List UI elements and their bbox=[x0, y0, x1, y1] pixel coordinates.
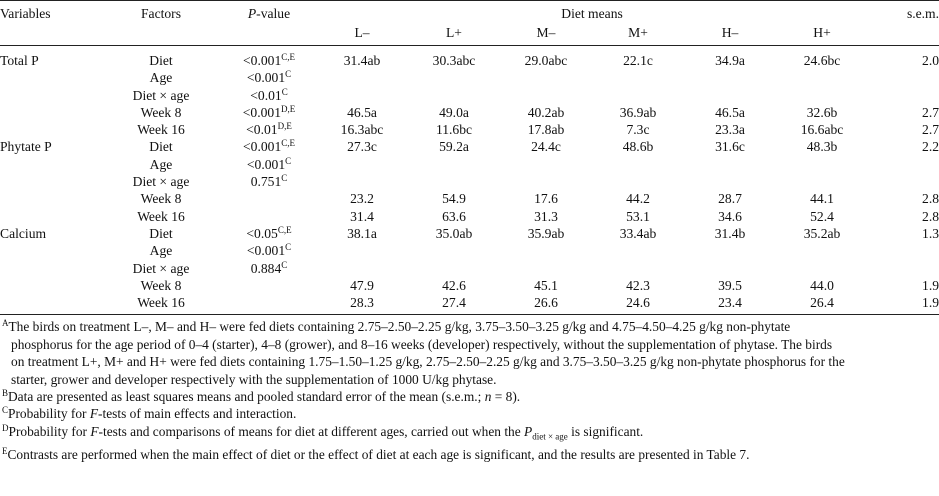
p-value-footnote-mark: C bbox=[285, 242, 292, 253]
header-diet-l-minus: L– bbox=[316, 23, 408, 46]
p-value-cell bbox=[222, 104, 316, 121]
factor-cell: Diet × age bbox=[132, 260, 190, 276]
diet-mean-cell bbox=[776, 156, 868, 173]
diet-mean-cell bbox=[776, 242, 868, 259]
factor-cell: Diet bbox=[149, 139, 173, 155]
diet-mean-cell bbox=[684, 87, 776, 104]
factor-cell: Week 16 bbox=[137, 208, 185, 224]
variable-cell bbox=[0, 294, 100, 315]
diet-mean-cell: 48.3b bbox=[806, 139, 838, 155]
variable-cell bbox=[0, 69, 100, 86]
diet-mean-cell: 47.9 bbox=[350, 277, 374, 293]
diet-mean-cell bbox=[316, 87, 408, 104]
p-value-text: <0.05 bbox=[246, 225, 278, 241]
diet-mean-cell bbox=[316, 69, 408, 86]
diet-mean-cell bbox=[500, 260, 592, 277]
sem-cell: 1.9 bbox=[868, 294, 939, 315]
factor-cell: Age bbox=[149, 70, 173, 86]
p-value-footnote-mark: C,E bbox=[281, 138, 296, 149]
table-row bbox=[0, 69, 939, 86]
factor-cell: Week 16 bbox=[137, 122, 185, 138]
diet-mean-cell bbox=[592, 156, 684, 173]
diet-mean-cell: 52.4 bbox=[810, 208, 834, 224]
p-value-footnote-mark: C bbox=[285, 69, 292, 80]
factor-cell: Week 8 bbox=[140, 277, 182, 293]
sem-cell bbox=[868, 156, 939, 173]
diet-mean-cell bbox=[500, 69, 592, 86]
diet-mean-cell bbox=[592, 69, 684, 86]
p-value-text: <0.001 bbox=[242, 139, 282, 155]
footnote-a: $^A$The birds on treatment L–, M– and H– were fed diets containing 2.75–2.50–2.25 g/kg, 3.75–3.50–3.25 g/kg and 4.75–4.50–4.25 g/kg non-phytate phosphorus for the age period of 0–4 (starter), 4–8 (grower), and 8–16 weeks (developer) respectively, without the supplementation of phytase. The birds on treatment L+, M+ and H+ were fed diets containing 1.75–1.50–1.25 g/kg, 2.75–2.50–2.25 g/kg and 3.75–3.50–3.25 g/kg non-phytate phosphorus for the starter, grower and developer respectively with the supplementation of 1000 U/kg phytase. bbox=[2, 318, 845, 387]
sem-cell bbox=[868, 69, 939, 86]
sem-cell: 2.8 bbox=[922, 208, 939, 224]
diet-mean-cell: 54.9 bbox=[442, 191, 466, 207]
diet-mean-cell bbox=[408, 242, 500, 259]
diet-mean-cell bbox=[684, 260, 776, 277]
header-diet-means: Diet means bbox=[316, 1, 868, 24]
diet-mean-cell: 31.4 bbox=[350, 208, 374, 224]
diet-mean-cell bbox=[500, 87, 592, 104]
diet-mean-cell bbox=[408, 260, 500, 277]
diet-mean-cell: 30.3abc bbox=[432, 53, 476, 68]
diet-mean-cell bbox=[500, 242, 592, 259]
p-value-footnote-mark: D,E bbox=[277, 121, 292, 132]
diet-mean-cell: 53.1 bbox=[626, 208, 650, 224]
variable-cell: Total P bbox=[0, 53, 39, 68]
diet-mean-cell bbox=[408, 173, 500, 190]
diet-mean-cell: 39.5 bbox=[718, 277, 742, 293]
diet-mean-cell: 17.8ab bbox=[527, 122, 565, 138]
p-value-cell bbox=[222, 69, 316, 86]
variable-cell bbox=[0, 121, 100, 138]
p-value-cell bbox=[222, 190, 316, 207]
header-diet-h-plus: H+ bbox=[776, 23, 868, 46]
diet-mean-cell: 24.4c bbox=[531, 139, 561, 155]
header-variables: Variables bbox=[0, 1, 100, 24]
sem-cell bbox=[868, 173, 939, 190]
factor-cell: Week 16 bbox=[100, 294, 222, 315]
diet-mean-cell: 24.6 bbox=[592, 294, 684, 315]
diet-mean-cell: 44.0 bbox=[810, 277, 834, 293]
variable-cell bbox=[0, 242, 100, 259]
table-row bbox=[0, 242, 939, 259]
diet-mean-cell: 45.1 bbox=[534, 277, 558, 293]
p-value-cell bbox=[222, 87, 316, 104]
table-row bbox=[0, 138, 939, 155]
diet-mean-cell: 48.6b bbox=[622, 139, 654, 155]
table-row bbox=[0, 173, 939, 190]
diet-mean-cell bbox=[408, 87, 500, 104]
diet-mean-cell bbox=[592, 242, 684, 259]
diet-mean-cell: 11.6bc bbox=[435, 122, 473, 138]
p-value-cell bbox=[222, 121, 316, 138]
diet-mean-cell: 35.2ab bbox=[803, 225, 841, 241]
p-value-footnote-mark: D,E bbox=[281, 103, 296, 114]
p-value-cell bbox=[222, 225, 316, 242]
factor-cell: Week 8 bbox=[140, 104, 182, 120]
table-row bbox=[0, 104, 939, 121]
sem-cell: 2.7 bbox=[922, 122, 939, 138]
diet-mean-cell bbox=[500, 156, 592, 173]
sem-cell: 2.0 bbox=[922, 53, 939, 68]
diet-mean-cell: 26.6 bbox=[500, 294, 592, 315]
p-value-text: <0.001 bbox=[246, 70, 286, 86]
p-value-cell bbox=[222, 156, 316, 173]
p-value-footnote-mark: C bbox=[285, 155, 292, 166]
diet-mean-cell bbox=[776, 69, 868, 86]
p-value-text: <0.01 bbox=[246, 122, 278, 138]
variable-cell bbox=[0, 208, 100, 225]
sem-cell: 2.7 bbox=[922, 104, 939, 120]
diet-mean-cell: 16.6abc bbox=[800, 122, 844, 138]
p-value-cell bbox=[222, 46, 316, 70]
variable-cell bbox=[0, 173, 100, 190]
table-row bbox=[0, 46, 939, 70]
diet-mean-cell bbox=[316, 173, 408, 190]
diet-mean-cell: 42.6 bbox=[442, 277, 466, 293]
diet-mean-cell: 29.0abc bbox=[524, 53, 568, 68]
table-body bbox=[0, 46, 939, 315]
p-value-text: <0.001 bbox=[246, 156, 286, 172]
diet-mean-cell: 46.5a bbox=[347, 104, 377, 120]
diet-mean-cell: 27.3c bbox=[347, 139, 377, 155]
p-value-cell bbox=[222, 138, 316, 155]
factor-cell: Age bbox=[149, 243, 173, 259]
table-footnotes bbox=[0, 318, 939, 463]
diet-mean-cell: 40.2ab bbox=[527, 104, 565, 120]
diet-mean-cell: 22.1c bbox=[623, 53, 653, 68]
diet-mean-cell: 38.1a bbox=[347, 225, 377, 241]
p-value-footnote-mark: C,E bbox=[277, 224, 292, 235]
p-value-cell bbox=[222, 173, 316, 190]
factor-cell: Age bbox=[149, 156, 173, 172]
diet-mean-cell bbox=[316, 156, 408, 173]
sem-cell: 1.3 bbox=[922, 225, 939, 241]
factor-cell: Diet bbox=[149, 53, 173, 68]
header-p-value: P-value bbox=[222, 1, 316, 24]
diet-mean-cell bbox=[408, 69, 500, 86]
diet-mean-cell: 28.7 bbox=[718, 191, 742, 207]
diet-mean-cell: 28.3 bbox=[316, 294, 408, 315]
p-value-text: <0.01 bbox=[250, 87, 282, 103]
diet-mean-cell bbox=[316, 242, 408, 259]
diet-mean-cell bbox=[776, 260, 868, 277]
factor-cell: Diet × age bbox=[132, 174, 190, 190]
diet-mean-cell bbox=[684, 69, 776, 86]
p-value-footnote-mark: C bbox=[281, 173, 288, 184]
factor-cell: Week 8 bbox=[140, 191, 182, 207]
diet-mean-cell: 31.4b bbox=[714, 225, 746, 241]
table-row bbox=[0, 277, 939, 294]
variable-cell bbox=[0, 260, 100, 277]
factor-cell: Diet bbox=[149, 225, 173, 241]
diet-mean-cell: 7.3c bbox=[626, 122, 650, 138]
p-value-footnote-mark: C,E bbox=[281, 52, 296, 62]
diet-mean-cell: 17.6 bbox=[534, 191, 558, 207]
table-row bbox=[0, 121, 939, 138]
header-diet-l-plus: L+ bbox=[408, 23, 500, 46]
variable-cell bbox=[0, 156, 100, 173]
diet-mean-cell: 42.3 bbox=[626, 277, 650, 293]
diet-mean-cell: 27.4 bbox=[408, 294, 500, 315]
p-value-cell bbox=[222, 277, 316, 294]
footnote-b: $^B$Data are presented as least squares means and pooled standard error of the mean (s.e.m.; n = 8). bbox=[2, 388, 521, 405]
table-row bbox=[0, 294, 939, 315]
diet-mean-cell: 49.0a bbox=[439, 104, 469, 120]
table-header bbox=[0, 1, 939, 46]
header-sem: s.e.m. bbox=[868, 1, 939, 24]
sem-cell: 1.9 bbox=[922, 277, 939, 293]
diet-mean-cell bbox=[776, 87, 868, 104]
diet-mean-cell: 24.6bc bbox=[803, 53, 841, 68]
table-row bbox=[0, 156, 939, 173]
diet-mean-cell: 32.6b bbox=[806, 104, 838, 120]
diet-mean-cell: 36.9ab bbox=[619, 104, 657, 120]
diet-mean-cell bbox=[592, 173, 684, 190]
table-row bbox=[0, 225, 939, 242]
diet-mean-cell: 35.0ab bbox=[435, 225, 473, 241]
diet-mean-cell: 46.5a bbox=[715, 104, 745, 120]
diet-mean-cell: 26.4 bbox=[776, 294, 868, 315]
diet-mean-cell bbox=[592, 87, 684, 104]
sem-cell bbox=[868, 87, 939, 104]
factor-cell: Diet × age bbox=[132, 87, 190, 103]
diet-mean-cell bbox=[408, 156, 500, 173]
footnote-c: $^C$Probability for F-tests of main effects and interaction. bbox=[2, 405, 297, 422]
diet-mean-cell: 23.4 bbox=[684, 294, 776, 315]
p-value-text: 0.884 bbox=[250, 260, 282, 276]
p-value-text: <0.001 bbox=[242, 53, 282, 68]
header-diet-m-plus: M+ bbox=[592, 23, 684, 46]
diet-mean-cell: 33.4ab bbox=[619, 225, 657, 241]
diet-mean-cell: 35.9ab bbox=[527, 225, 565, 241]
variable-cell bbox=[0, 104, 100, 121]
variable-cell bbox=[0, 190, 100, 207]
p-value-footnote-mark: C bbox=[281, 259, 288, 270]
diet-mean-cell bbox=[684, 242, 776, 259]
diet-mean-cell: 44.1 bbox=[810, 191, 834, 207]
sem-cell bbox=[868, 242, 939, 259]
p-value-cell bbox=[222, 260, 316, 277]
sem-cell: 2.2 bbox=[922, 139, 939, 155]
diet-mean-cell: 34.9a bbox=[715, 53, 745, 68]
sem-cell bbox=[868, 260, 939, 277]
footnote-e: $^E$Contrasts are performed when the main effect of diet or the effect of diet at each age is significant, and the results are presented in Table 7. bbox=[2, 445, 750, 462]
variable-cell bbox=[0, 277, 100, 294]
table-row bbox=[0, 87, 939, 104]
diet-mean-cell: 16.3abc bbox=[340, 122, 384, 138]
diet-mean-cell bbox=[684, 173, 776, 190]
diet-mean-cell: 31.4ab bbox=[343, 53, 381, 68]
table-row bbox=[0, 190, 939, 207]
diet-mean-cell: 23.3a bbox=[715, 122, 745, 138]
diet-mean-cell: 31.6c bbox=[715, 139, 745, 155]
diet-mean-cell bbox=[316, 260, 408, 277]
diet-mean-cell: 23.2 bbox=[350, 191, 374, 207]
diet-mean-cell bbox=[592, 260, 684, 277]
p-value-cell bbox=[222, 242, 316, 259]
p-value-text: <0.001 bbox=[242, 104, 281, 120]
diet-mean-cell: 31.3 bbox=[534, 208, 558, 224]
diet-mean-cell: 44.2 bbox=[626, 191, 650, 207]
footnote-d: $^D$Probability for F-tests and comparisons of means for diet at different ages, carried out when the $P_{diet \times age}$ is significant. bbox=[2, 422, 644, 442]
diet-mean-cell bbox=[776, 173, 868, 190]
diet-mean-cell: 34.6 bbox=[718, 208, 742, 224]
variable-cell: Calcium bbox=[0, 225, 47, 241]
header-diet-m-minus: M– bbox=[500, 23, 592, 46]
diet-mean-cell bbox=[500, 173, 592, 190]
header-factors: Factors bbox=[100, 1, 222, 24]
diet-mean-cell: 63.6 bbox=[442, 208, 466, 224]
p-value-text: 0.751 bbox=[250, 174, 282, 190]
variable-cell bbox=[0, 87, 100, 104]
p-value-text: <0.001 bbox=[246, 243, 286, 259]
sem-cell: 2.8 bbox=[922, 191, 939, 207]
table-row bbox=[0, 208, 939, 225]
variable-cell: Phytate P bbox=[0, 139, 52, 155]
diet-mean-cell bbox=[684, 156, 776, 173]
diet-mean-cell: 59.2a bbox=[439, 139, 469, 155]
p-value-cell bbox=[222, 294, 316, 315]
p-value-cell bbox=[222, 208, 316, 225]
header-diet-h-minus: H– bbox=[684, 23, 776, 46]
p-value-footnote-mark: C bbox=[281, 86, 288, 97]
table-row bbox=[0, 260, 939, 277]
